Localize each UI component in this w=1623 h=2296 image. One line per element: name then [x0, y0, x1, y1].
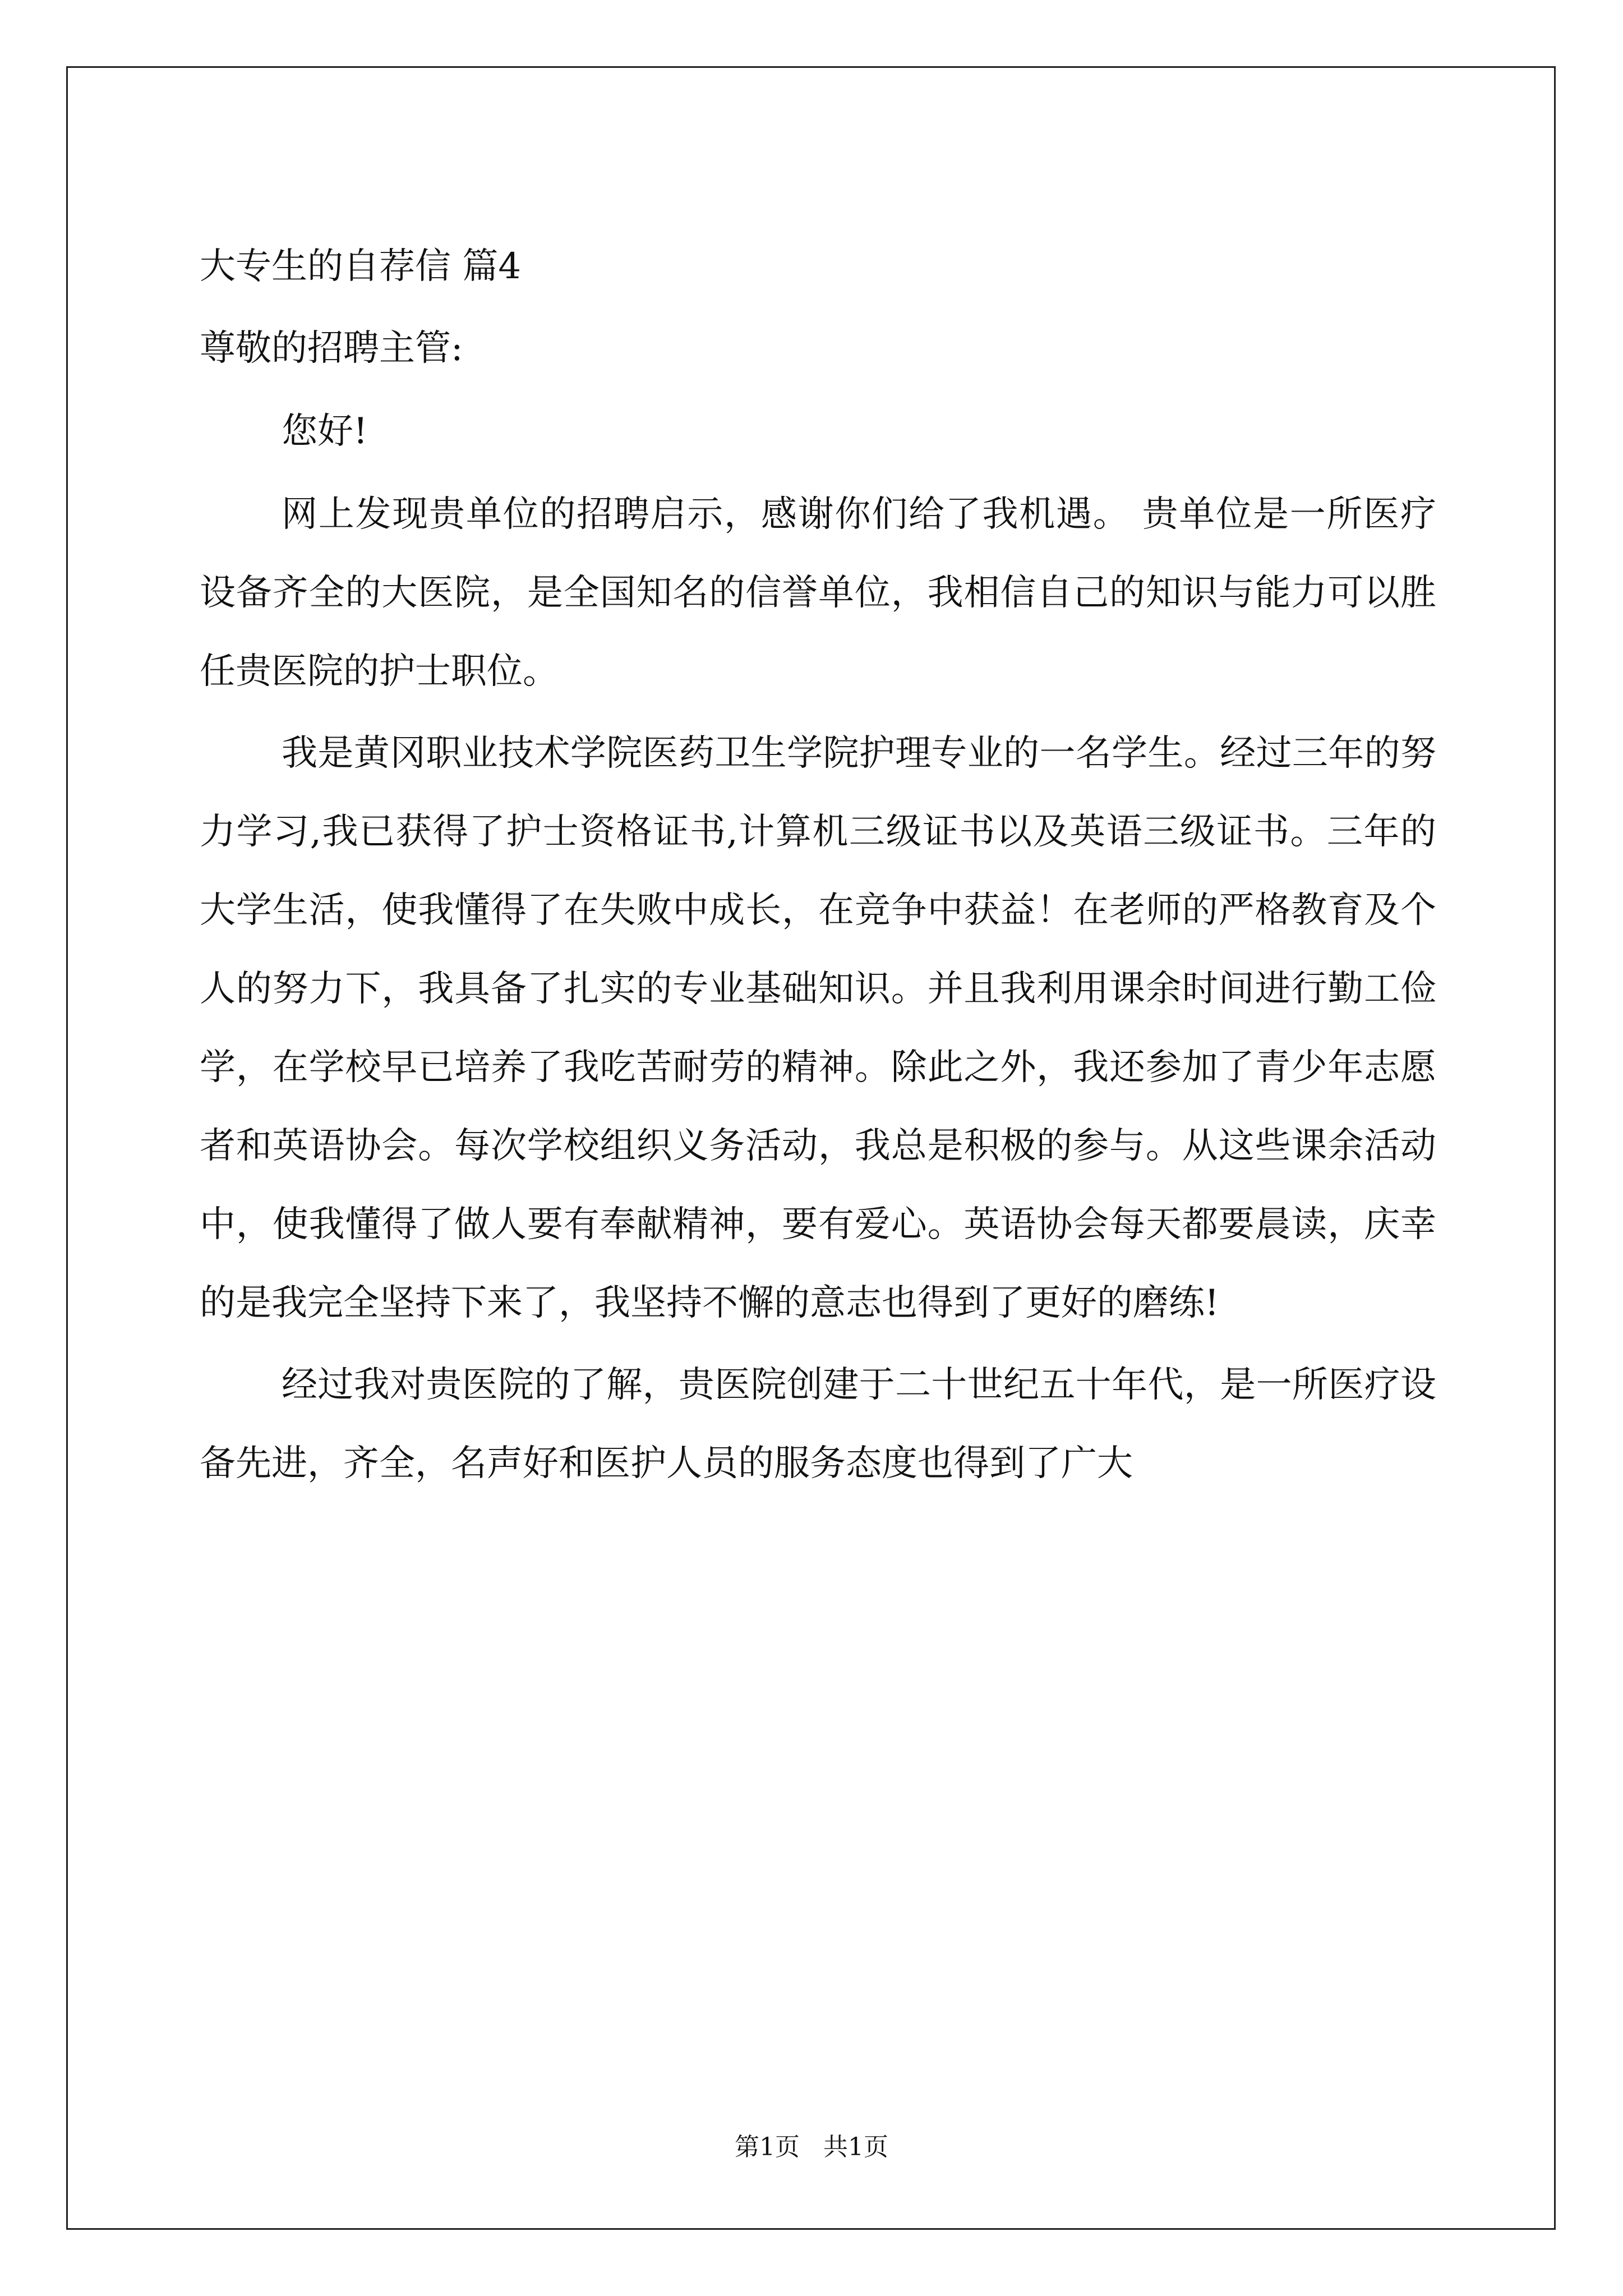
document-title: 大专生的自荐信 篇4 [200, 246, 522, 287]
document-body [200, 226, 1436, 1503]
greeting: 您好! [282, 411, 368, 452]
paragraph-3: 经过我对贵医院的了解，贵医院创建于二十世纪五十年代，是一所医疗设备先进，齐全，名声好和医护人员的服务态度也得到了广大 [200, 1364, 1436, 1484]
page-footer: 第1页 共1页 [735, 2133, 888, 2161]
salutation: 尊敬的招聘主管: [200, 328, 463, 369]
paragraph-2: 我是黄冈职业技术学院医药卫生学院护理专业的一名学生。经过三年的努力学习,我已获得了护士资格证书,计算机三级证书以及英语三级证书。三年的大学生活，使我懂得了在失败中成长，在竞争中获益！在老师的严格教育及个人的努力下，我具备了扎实的专业基础知识。并且我利用课余时间进行勤工俭学，在学校早已培养了我吃苦耐劳的精神。除此之外，我还参加了青少年志愿者和英语协会。每次学校组织义务活动，我总是积极的参与。从这些课余活动中，使我懂得了做人要有奉献精神，要有爱心。英语协会每天都要晨读，庆幸的是我完全坚持下来了，我坚持不懈的意志也得到了更好的磨练! [200, 733, 1436, 1324]
paragraph-1: 网上发现贵单位的招聘启示，感谢你们给了我机遇。 贵单位是一所医疗设备齐全的大医院，是全国知名的信誉单位，我相信自己的知识与能力可以胜任贵医院的护士职位。 [200, 494, 1436, 692]
